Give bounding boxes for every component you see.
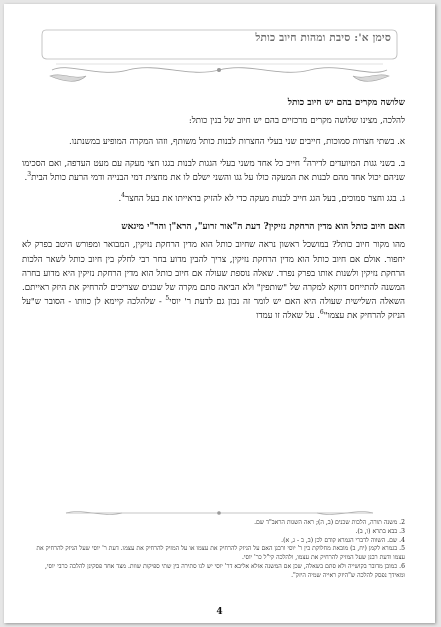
section-title: שלושה מקרים בהם יש חיוב כותל (287, 98, 405, 108)
paragraph-intro: להלכה, מצינו שלושה מקרים מרכזיים בהם יש חיוב של בנין כותל: (188, 116, 405, 127)
item-b-end: . (24, 172, 28, 183)
header-title: סימן א': סיבת ומהות חיוב כותל (255, 32, 391, 44)
para-main-text-1: מהו מקור חיוב כותל? במושכל ראשון נראה שחיוב כותל הוא מדין הרחקת נזיקין, המבואר ומפורש היטב בפרק לא יחפור. אולם אם חיוב כותל הוא מדין הרחקת נזיקין, צריך להבין מדוע בחר רבי לחלק בין חיוב כותל לשאר הלכות הרחקת נזיקין ולשנות אותו בפרק נפרד. שאלה נוספת שעולה אם חיוב כותל הוא מדין הרחקת נזיקין היא מדוע בחרה המשנה להתייחס דווקא למקרה של "שותפין" ולא הביאה סתם מקרה של שכנים שצריכים להרחיק את היזק ראייתם. השאלה השלישית שעולה היא האם יש לומר זה נכון גם לדעת ר' יוסי (22, 240, 406, 308)
footnote-ref-5: 5 (165, 295, 170, 303)
footnote-ref-3: 3 (27, 170, 32, 178)
footnote-6: 6. כמובן מדובר בקושייה ולא סתם בשאלה, שכן אם המשנה אזלא אליבא דר' יוסי יש לנו סתירה בין שתי ספיקות שוות. מצד אחד פסקינן להלכה כרבי יוסי, ומאידך נפסק להלכה ש"היזק ראייה שמיה היזק". (44, 562, 405, 579)
section-2 (22, 220, 405, 323)
page-number: 4 (216, 607, 223, 617)
item-c-end: . (118, 194, 122, 205)
section-title-2: האם חיוב כותל הוא מדין הרחקת נזיקין? דעת ה"אור זרוע", הרא"ן והר"י מיגאש (121, 222, 405, 233)
paragraph-item-a: א. בשתי חצרות סמוכות, חייבים שני בעלי החצרות לבנות כותל משותף, וזהו המקרה המופיע במשנתנו. (69, 137, 405, 148)
item-c-text: ג. בגג וחצר סמוכים, בעל הגג חייב לבנות מעקה כדי לא להזיק בראייתו את בעל החצר (125, 194, 405, 205)
footnote-ref-2: 2 (303, 156, 307, 164)
item-b-text-1: ב. בשני גגות המיועדים לדירה (306, 158, 405, 169)
footnotes (28, 519, 405, 581)
item-b-text-2: חייב כל אחד משני בעלי הגגות לבנות בגגו חצי מעקה עם מעט העדפה, ואם הסכימו שניהם יכול אחד מהם לבנות את המעקה כולו על גגו והשני ישלם לו את מחצית דמי הבנייה ודמי הרעת כותל הבית (22, 158, 405, 183)
paragraph-item-c (22, 192, 405, 206)
footnote-2: 2. משנה תורה, הלכות שכנים (ב, ה); ראה השגות הראב"ד שם. (254, 519, 405, 526)
document-page (4, 4, 435, 623)
footnote-5: 5. בגמרא לקמן (יח, ב) מובאת מחלוקת בין ר' יוסי ורבנן האם על הניזק להרחיק את עצמו או על המזיק להרחיק את עצמו. דעת ר' יוסי שעל הניזק להרחיק את עצמו ודעת רבנן שעל המזיק להרחיק את עצמו, ולהלכה קי"ל כר' יוסי. (36, 545, 405, 562)
footnote-3: 3. בבא בתרא (ו, ב). (355, 527, 405, 535)
footnote-divider-ornament (62, 507, 377, 519)
paragraph-item-b (22, 157, 405, 185)
footnote-ref-4: 4 (121, 192, 125, 200)
page-header (38, 26, 401, 86)
page-body (22, 96, 405, 331)
footnote-ref-6: 6 (319, 309, 324, 317)
paragraph-main (22, 238, 405, 323)
para-main-text-3: . על שאלה זו עמדו (256, 311, 320, 322)
para-main-text-2: - שלהלכה קיימא לן כוותו - הסובר ש"על הניזק להרחיק את עצמו" (22, 297, 405, 322)
footnote-4: 4. שם. השווה לדברי הגמרא קודם לכן (ב, ב - ג, א). (281, 536, 405, 544)
